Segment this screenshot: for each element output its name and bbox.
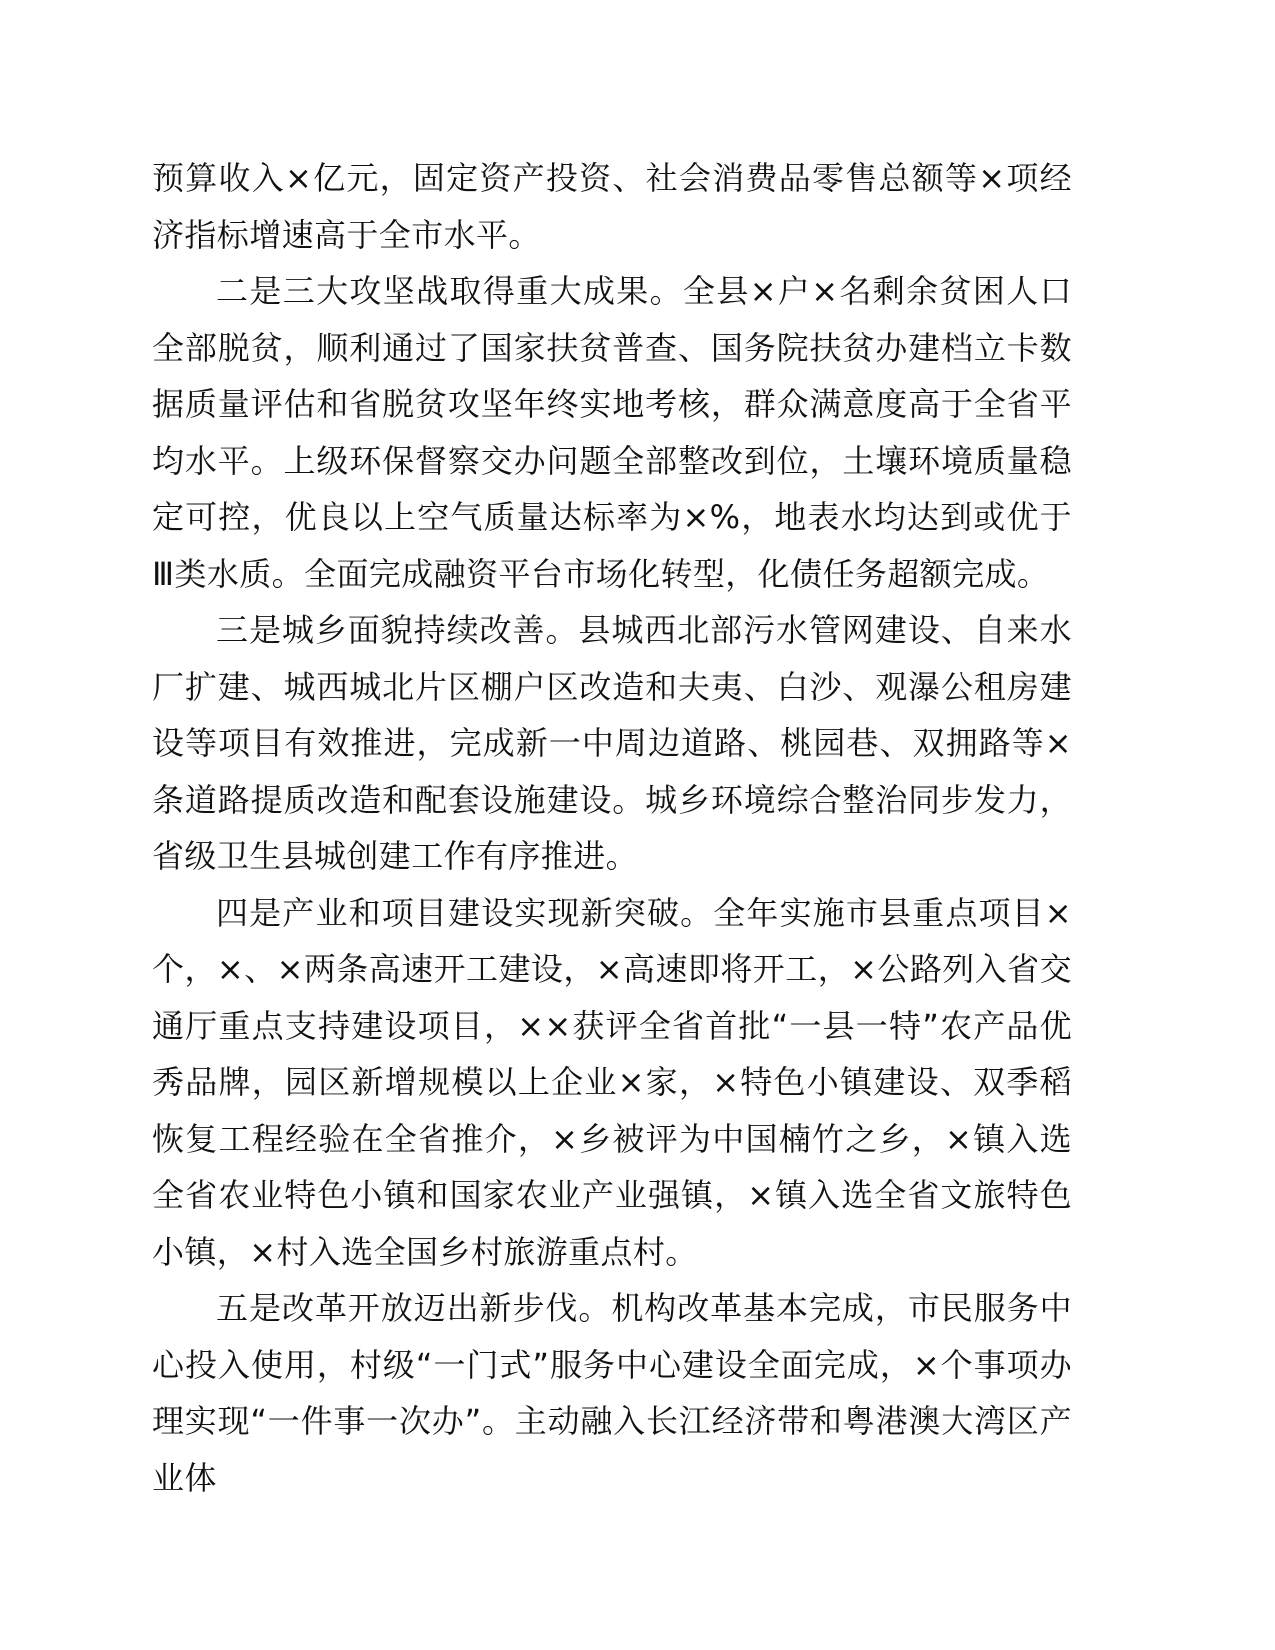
paragraph-urban-rural: 三是城乡面貌持续改善。县城西北部污水管网建设、自来水厂扩建、城西城北片区棚户区改造和夫夷、白沙、观瀑公租房建设等项目有效推进，完成新一中周边道路、桃园巷、双拥路等×条道路提质改造和配套设施建设。城乡环境综合整治同步发力，省级卫生县城创建工作有序推进。 [152, 611, 1072, 875]
paragraph-reform-opening: 五是改革开放迈出新步伐。机构改革基本完成，市民服务中心投入使用，村级“一门式”服务中心建设全面完成，×个事项办理实现“一件事一次办”。主动融入长江经济带和粤港澳大湾区产业体 [152, 1289, 1072, 1497]
paragraph-three-battles: 二是三大攻坚战取得重大成果。全县×户×名剩余贫困人口全部脱贫，顺利通过了国家扶贫普查、国务院扶贫办建档立卡数据质量评估和省脱贫攻坚年终实地考核，群众满意度高于全省平均水平。上级环保督察交办问题全部整改到位，土壤环境质量稳定可控，优良以上空气质量达标率为×%，地表水均达到或优于Ⅲ类水质。全面完成融资平台市场化转型，化债任务超额完成。 [152, 272, 1072, 593]
paragraph-budget-continuation: 预算收入×亿元，固定资产投资、社会消费品零售总额等×项经济指标增速高于全市水平。 [152, 159, 1072, 254]
document-page [152, 150, 1072, 1600]
paragraph-industry-projects: 四是产业和项目建设实现新突破。全年实施市县重点项目×个，×、×两条高速开工建设，×高速即将开工，×公路列入省交通厅重点支持建设项目，××获评全省首批“一县一特”农产品优秀品牌，园区新增规模以上企业×家，×特色小镇建设、双季稻恢复工程经验在全省推介，×乡被评为中国楠竹之乡，×镇入选全省农业特色小镇和国家农业产业强镇，×镇入选全省文旅特色小镇，×村入选全国乡村旅游重点村。 [152, 893, 1072, 1271]
